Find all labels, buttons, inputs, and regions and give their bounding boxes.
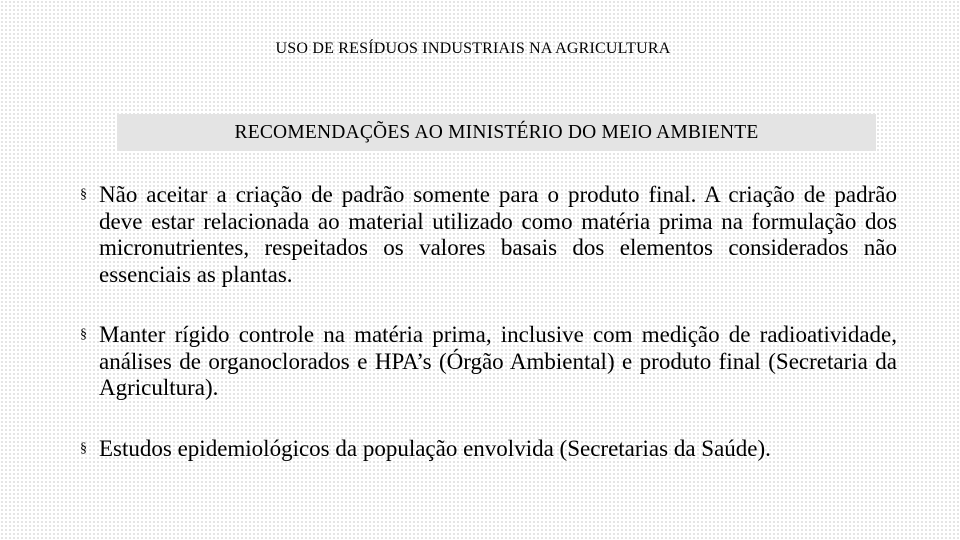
- bullet-marker-icon: §: [80, 440, 87, 456]
- bullet-text: Estudos epidemiológicos da população envolvida (Secretarias da Saúde).: [99, 435, 771, 461]
- slide-subtitle: RECOMENDAÇÕES AO MINISTÉRIO DO MEIO AMBIENTE: [234, 121, 759, 143]
- bullet-marker-icon: §: [80, 187, 87, 202]
- bullet-item: [80, 322, 897, 402]
- bullet-text: Não aceitar a criação de padrão somente para o produto final. A criação de padrão deve estar relacionada ao material utilizado como matéria prima na formulação dos micronutrientes, respeitados os valores basais dos elementos considerados não essenciais as plantas.: [99, 182, 897, 287]
- bullet-text: Manter rígido controle na matéria prima, inclusive com medição de radioatividade, análises de organoclorados e HPA’s (Órgão Ambiental) e produto final (Secretaria da Agricultura).: [99, 322, 897, 400]
- bullet-marker-icon: §: [80, 327, 87, 342]
- subtitle-box: [117, 114, 876, 151]
- slide-title: USO DE RESÍDUOS INDUSTRIAIS NA AGRICULTURA: [275, 40, 671, 57]
- bullet-item: [80, 182, 897, 288]
- bullet-item: [80, 436, 897, 463]
- bullet-list: [80, 182, 897, 462]
